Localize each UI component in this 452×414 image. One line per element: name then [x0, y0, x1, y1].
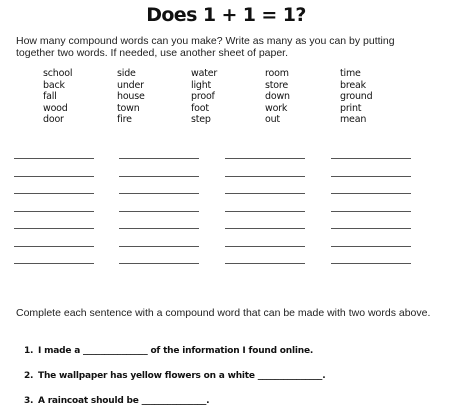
word: fall: [43, 91, 57, 102]
word: work: [265, 102, 288, 114]
answer-blank-line: [119, 246, 199, 247]
answer-blank-line: [225, 228, 305, 229]
word: store: [265, 79, 289, 91]
word: under: [117, 79, 144, 91]
question-2: [24, 371, 325, 381]
answer-blank-line: [14, 193, 94, 194]
word: proof: [191, 91, 215, 102]
answer-blank-line: [14, 211, 94, 212]
word: back: [43, 79, 65, 91]
question-number: 1.: [24, 346, 34, 356]
word: down: [265, 91, 290, 102]
question-number: 2.: [24, 371, 34, 381]
answer-blank-line: [331, 176, 411, 177]
sentence-instructions: Complete each sentence with a compound word that can be made with two words above.: [16, 307, 431, 319]
word: foot: [191, 102, 209, 114]
answer-blank-line: [331, 263, 411, 264]
word: water: [191, 68, 218, 79]
word: door: [43, 114, 64, 125]
word: step: [191, 114, 211, 125]
word: time: [340, 68, 361, 79]
word: fire: [117, 114, 132, 125]
answer-blank-line: [14, 246, 94, 247]
word: light: [191, 79, 212, 91]
question-text: I made a _______________ of the information I found online.: [38, 346, 314, 356]
question-1: [24, 346, 313, 356]
page-title: Does 1 + 1 = 1?: [146, 4, 306, 26]
word: room: [265, 68, 289, 79]
word: school: [43, 68, 73, 79]
answer-blank-line: [14, 176, 94, 177]
word: house: [117, 91, 145, 102]
answer-blank-line: [14, 228, 94, 229]
answer-blank-line: [331, 193, 411, 194]
question-text: The wallpaper has yellow flowers on a white _______________.: [38, 371, 326, 381]
answer-blank-line: [119, 263, 199, 264]
answer-blank-line: [225, 246, 305, 247]
answer-blank-line: [14, 158, 94, 159]
question-text: A raincoat should be _______________.: [38, 396, 210, 406]
word: out: [265, 114, 280, 125]
answer-blank-line: [225, 176, 305, 177]
answer-blank-line: [225, 263, 305, 264]
word: wood: [43, 102, 68, 114]
answer-blank-line: [119, 158, 199, 159]
question-3: [24, 396, 209, 406]
word: ground: [340, 91, 373, 102]
answer-blank-line: [225, 158, 305, 159]
word: print: [340, 102, 362, 114]
answer-blank-line: [119, 176, 199, 177]
word: mean: [340, 114, 367, 125]
instructions-text: How many compound words can you make? Write as many as you can by putting together two words. If needed, use another sheet of paper.: [16, 35, 395, 59]
answer-blank-line: [331, 158, 411, 159]
answer-blank-line: [331, 228, 411, 229]
word: town: [117, 102, 140, 114]
answer-blank-line: [119, 211, 199, 212]
answer-blank-line: [331, 246, 411, 247]
word: break: [340, 79, 366, 91]
answer-blank-line: [14, 263, 94, 264]
answer-blank-line: [119, 228, 199, 229]
answer-blank-line: [225, 193, 305, 194]
question-number: 3.: [24, 396, 34, 406]
answer-blank-line: [331, 211, 411, 212]
word: side: [117, 68, 136, 79]
answer-blank-line: [225, 211, 305, 212]
answer-blank-line: [119, 193, 199, 194]
